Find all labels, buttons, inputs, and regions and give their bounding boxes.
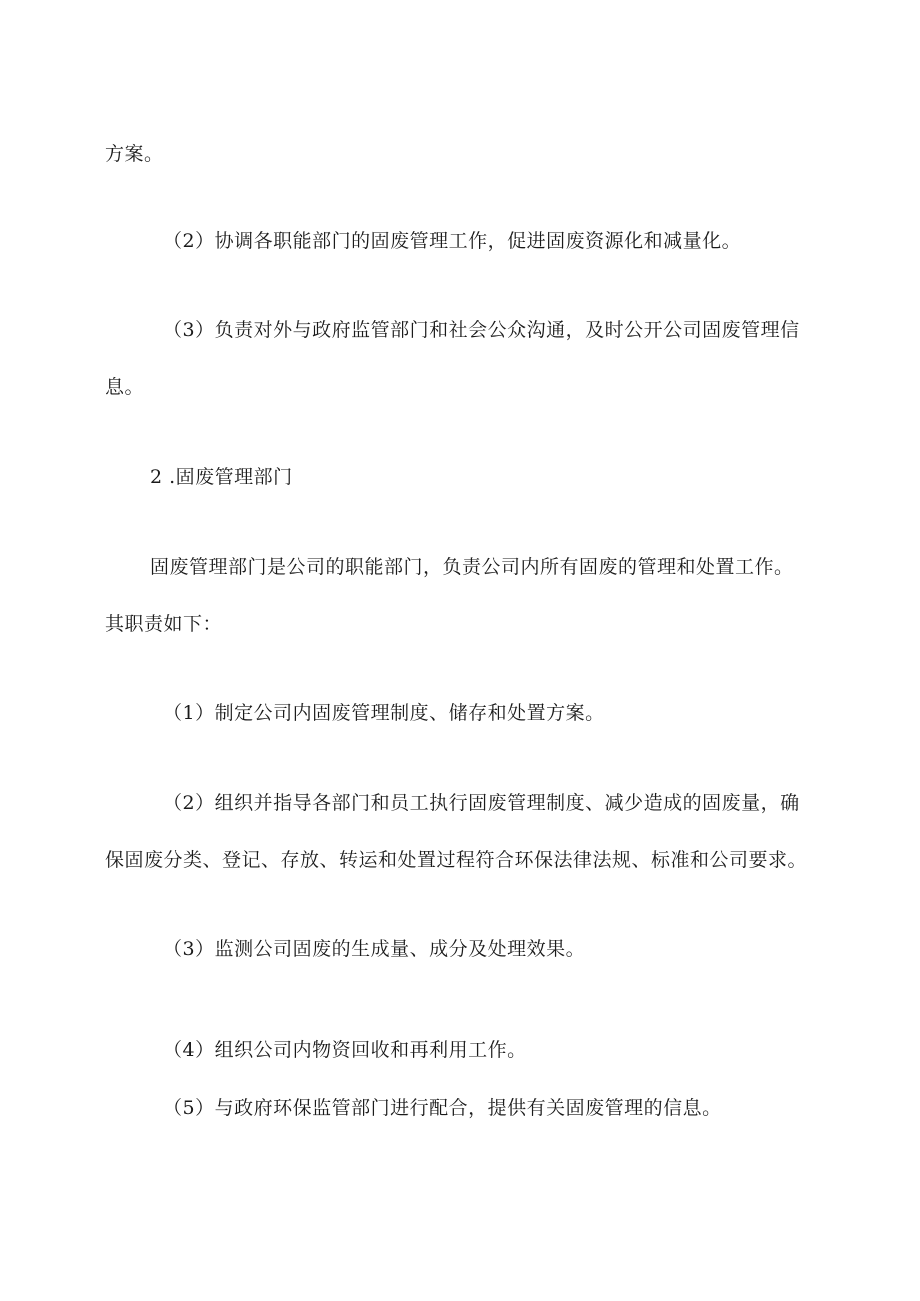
paragraph-line: 方案。 bbox=[105, 143, 164, 165]
list-item-cooperation: （5）与政府环保监管部门进行配合，提供有关固废管理的信息。 bbox=[163, 1097, 722, 1119]
paragraph-line: 其职责如下： bbox=[105, 613, 223, 635]
list-item-recycling: （4）组织公司内物资回收和再利用工作。 bbox=[163, 1039, 527, 1061]
list-item-coordinate: （2）协调各职能部门的固废管理工作，促进固废资源化和减量化。 bbox=[163, 230, 742, 252]
list-item-guidance: （2）组织并指导各部门和员工执行固废管理制度、减少造成的固废量，确 bbox=[163, 792, 800, 814]
paragraph-line: 保固废分类、登记、存放、转运和处置过程符合环保法律法规、标准和公司要求。 bbox=[105, 849, 808, 871]
list-item-policy: （1）制定公司内固废管理制度、储存和处置方案。 bbox=[163, 702, 605, 724]
list-item-monitoring: （3）监测公司固废的生成量、成分及处理效果。 bbox=[163, 938, 586, 960]
paragraph-line: 息。 bbox=[105, 376, 145, 398]
section-heading: 2 .固废管理部门 bbox=[150, 466, 293, 488]
list-item-communicate: （3）负责对外与政府监管部门和社会公众沟通，及时公开公司固废管理信 bbox=[163, 319, 800, 341]
paragraph-line: 固废管理部门是公司的职能部门，负责公司内所有固废的管理和处置工作。 bbox=[150, 556, 794, 578]
